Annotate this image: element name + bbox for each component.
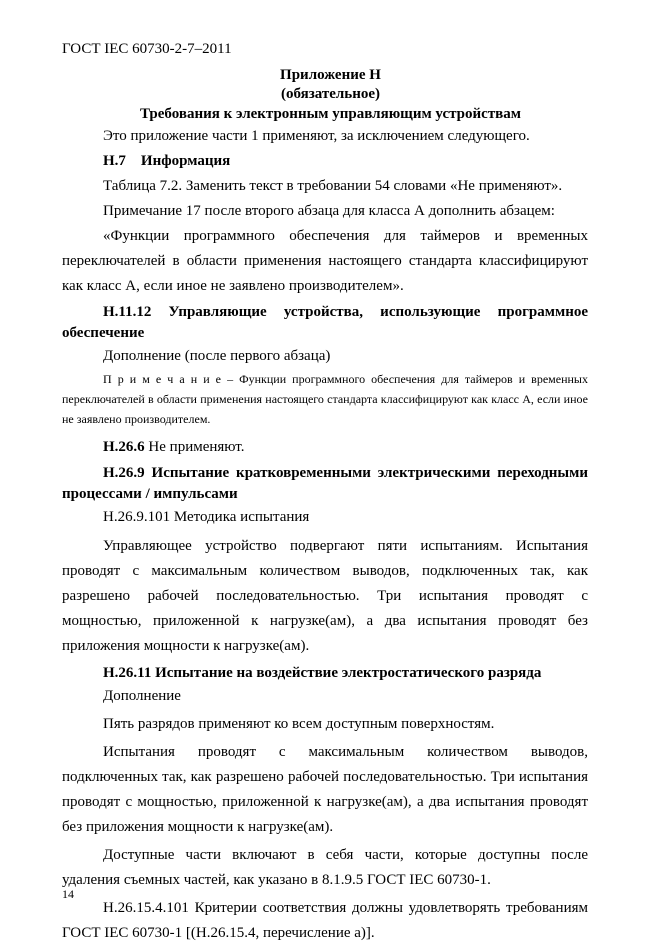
method-paragraph: Управляющее устройство подвергают пяти испытаниям. Испытания проводят с максимальным количеством выводов, подключенных так, как разрешено рабочей последовательностью. Три испытания проводят с мощностью, приложенной к нагрузке(ам), а два испытания проводят без приложения мощности к нагрузке(ам).: [62, 538, 588, 654]
section-number: Н.26.6: [103, 439, 145, 455]
document-header: ГОСТ IEC 60730-2-7–2011: [62, 41, 232, 57]
note-paragraph: [62, 369, 588, 429]
section-h266-paragraph: [62, 435, 588, 460]
esd-paragraph-2: Испытания проводят с максимальным количеством выводов, подключенных так, как разрешено рабочей последовательностью. Три испытания проводят с мощностью, приложенной к нагрузке(ам), а два испытания проводят без приложения мощности к нагрузке(ам).: [62, 744, 588, 835]
document-body: [62, 124, 588, 946]
page-number: 14: [62, 887, 74, 901]
esd-paragraph-1: Пять разрядов применяют ко всем доступным поверхностям.: [103, 716, 495, 732]
method-heading: Н.26.9.101 Методика испытания: [103, 509, 310, 525]
annex-status: (обязательное): [280, 86, 381, 102]
addition-paragraph: Дополнение (после первого абзаца): [103, 348, 331, 364]
annex-title: Приложение Н: [280, 67, 381, 83]
section-number: Н.26.9: [103, 465, 145, 481]
intro-paragraph: Это приложение части 1 применяют, за исключением следующего.: [103, 128, 530, 144]
section-number: Н.26.11: [103, 665, 152, 681]
section-h7-heading: [62, 149, 588, 174]
note-label: П р и м е ч а н и е: [103, 372, 222, 386]
section-number: Н.7: [103, 153, 126, 169]
esd-paragraph-3: Доступные части включают в себя части, которые доступны после удаления съемных частей, как указано в 8.1.9.5 ГОСТ IEC 60730-1.: [62, 847, 588, 888]
addition-2-paragraph: Дополнение: [103, 688, 181, 704]
section-h269-heading: [62, 463, 588, 505]
section-text: Не применяют.: [144, 439, 245, 455]
section-title: Испытание на воздействие электростатического разряда: [155, 665, 542, 681]
note-text: – Функции программного обеспечения для таймеров и временных переключателей в области применения настоящего стандарта классифицируют как класс А, если иное не заявлено производителем.: [62, 372, 588, 426]
section-title: Информация: [140, 153, 231, 169]
section-h1112-heading: [62, 302, 588, 344]
quote-paragraph: «Функции программного обеспечения для таймеров и временных переключателей в области применения настоящего стандарта классифицируют как класс А, если иное не заявлено производителем».: [62, 228, 588, 294]
section-title: Управляющие устройства, использующие программное обеспечение: [62, 304, 588, 341]
section-number: Н.11.12: [103, 304, 152, 320]
criteria-paragraph: Н.26.15.4.101 Критерии соответствия должны удовлетворять требованиям ГОСТ IEC 60730-1 [(Н.26.15.4, перечисление а)].: [62, 900, 588, 941]
section-h2611-heading: [62, 663, 588, 684]
annex-subtitle: Требования к электронным управляющим устройствам: [139, 106, 522, 122]
section-title: Испытание кратковременными электрическими переходными процессами / импульсами: [62, 465, 589, 502]
note-17-paragraph: Примечание 17 после второго абзаца для класса А дополнить абзацем:: [103, 203, 555, 219]
table-7-2-paragraph: Таблица 7.2. Заменить текст в требовании 54 словами «Не применяют».: [103, 178, 563, 194]
